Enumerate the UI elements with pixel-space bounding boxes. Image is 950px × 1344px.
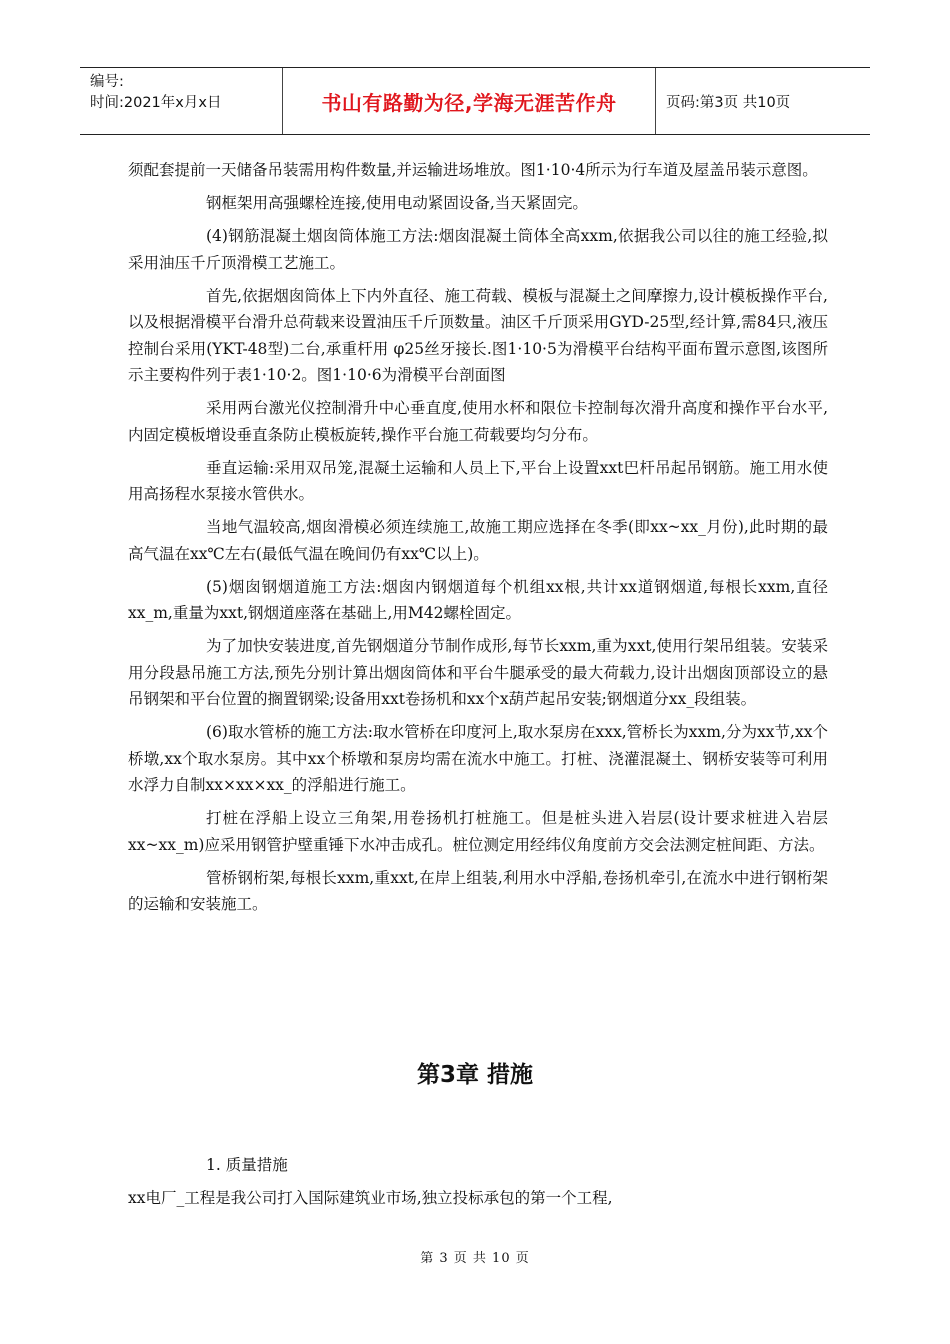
paragraph: 须配套提前一天储备吊装需用构件数量,并运输进场堆放。图1·10·4所示为行车道及屋盖吊装示意图。	[128, 161, 818, 179]
chapter-title: 第3章 措施	[416, 1062, 533, 1088]
paragraph: 打桩在浮船上设立三角架,用卷扬机打桩施工。但是桩头进入岩层(设计要求桩进入岩层xx~xx_m)应采用钢管护壁重锤下水冲击成孔。桩位测定用经纬仪角度前方交会法测定桩间距、方法。	[128, 809, 828, 854]
header-motto: 书山有路勤为径,学海无涯苦作舟	[283, 68, 656, 134]
page-footer: 第 3 页 共 10 页	[420, 1251, 530, 1266]
section-heading: 1. 质量措施	[206, 1156, 288, 1174]
paragraph: (6)取水管桥的施工方法:取水管桥在印度河上,取水泵房在xxx,管桥长为xxm,分为xx节,xx个桥墩,xx个取水泵房。其中xx个桥墩和泵房均需在流水中施工。打桩、浇灌混凝土、钢桥安装等可利用水浮力自制xx×xx×xx_的浮船进行施工。	[128, 723, 828, 794]
paragraph: 管桥钢桁架,每根长xxm,重xxt,在岸上组装,利用水中浮船,卷扬机牵引,在流水中进行钢桁架的运输和安装施工。	[128, 868, 828, 913]
header-left-cell	[80, 68, 283, 134]
paragraph: 钢框架用高强螺栓连接,使用电动紧固设备,当天紧固完。	[206, 194, 588, 212]
document-body	[128, 157, 828, 924]
paragraph: 采用两台激光仪控制滑升中心垂直度,使用水杯和限位卡控制每次滑升高度和操作平台水平,内固定模板增设垂直条防止模板旋转,操作平台施工荷载要均匀分布。	[128, 399, 828, 444]
document-number-label: 编号:	[90, 74, 124, 90]
paragraph: 首先,依据烟囱筒体上下内外直径、施工荷载、模板与混凝土之间摩擦力,设计模板操作平台,以及根据滑模平台滑升总荷载来设置油压千斤顶数量。油区千斤顶采用GYD-25型,经计算,需84只,液压控制台采用(YKT-48型)二台,承重杆用 φ25丝牙接长.图1·10·5为滑模平台结构平面布置示意图,该图所示主要构件列于表1·10·2。图1·10·6为滑模平台剖面图	[128, 286, 828, 384]
paragraph: (5)烟囱钢烟道施工方法:烟囱内钢烟道每个机组xx根,共计xx道钢烟道,每根长xxm,直径xx_m,重量为xxt,钢烟道座落在基础上,用M42螺栓固定。	[128, 577, 828, 622]
document-time-label: 时间:2021年x月x日	[90, 95, 222, 111]
paragraph: xx电厂_工程是我公司打入国际建筑业市场,独立投标承包的第一个工程,	[128, 1188, 613, 1207]
paragraph: 为了加快安装进度,首先钢烟道分节制作成形,每节长xxm,重为xxt,使用行架吊组装。安装采用分段悬吊施工方法,预先分别计算出烟囱筒体和平台牛腿承受的最大荷载力,设计出烟囱顶部设立的悬吊钢架和平台位置的搁置钢梁;设备用xxt卷扬机和xx个x葫芦起吊安装;钢烟道分xx_段组装。	[128, 637, 828, 708]
paragraph: (4)钢筋混凝土烟囱筒体施工方法:烟囱混凝土筒体全高xxm,依据我公司以往的施工经验,拟采用油压千斤顶滑模工艺施工。	[128, 227, 828, 272]
paragraph: 当地气温较高,烟囱滑模必须连续施工,故施工期应选择在冬季(即xx~xx_月份),此时期的最高气温在xx℃左右(最低气温在晚间仍有xx℃以上)。	[128, 518, 828, 563]
page-header	[80, 67, 870, 135]
paragraph: 垂直运输:采用双吊笼,混凝土运输和人员上下,平台上设置xxt巴杆吊起吊钢筋。施工用水使用高扬程水泵接水管供水。	[128, 458, 828, 503]
header-page-code: 页码:第3页 共10页	[666, 94, 791, 111]
section-body	[128, 1152, 828, 1217]
